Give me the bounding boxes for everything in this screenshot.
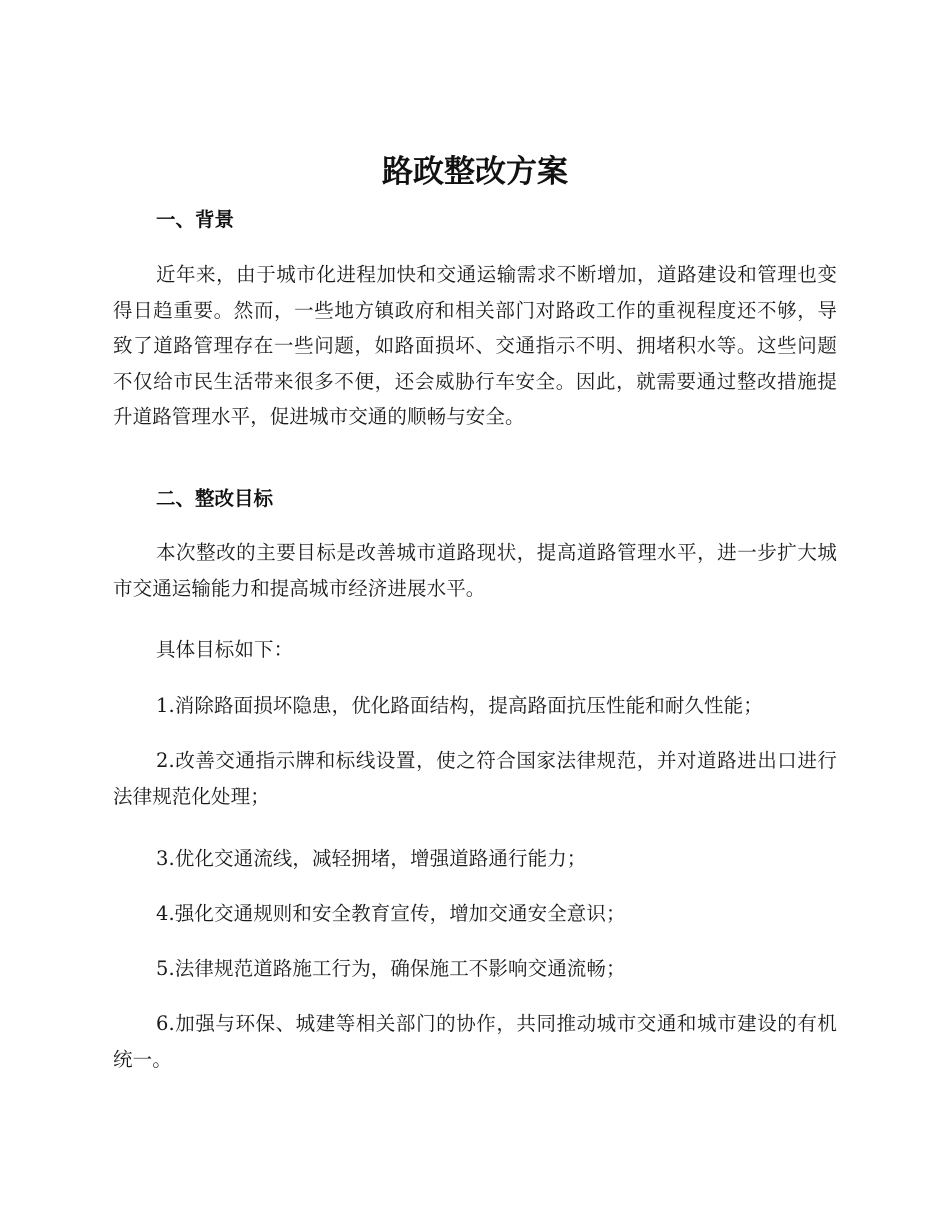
goals-intro-paragraph: 本次整改的主要目标是改善城市道路现状，提高道路管理水平，进一步扩大城市交通运输能力和提高城市经济进展水平。 [113,541,837,600]
goal-item-6: 6.加强与环保、城建等相关部门的协作，共同推动城市交通和城市建设的有机统一。 [113,1012,837,1071]
section-heading-goals: 二、整改目标 [156,487,274,510]
goal-item-1: 1.消除路面损坏隐患，优化路面结构，提高路面抗压性能和耐久性能； [156,694,763,717]
section-heading-background: 一、背景 [156,208,235,231]
background-paragraph: 近年来，由于城市化进程加快和交通运输需求不断增加，道路建设和管理也变得日趋重要。然而，一些地方镇政府和相关部门对路政工作的重视程度还不够，导致了道路管理存在一些问题，如路面损坏、交通指示不明、拥堵积水等。这些问题不仅给市民生活带来很多不便，还会威胁行车安全。因此，就需要通过整改措施提升道路管理水平，促进城市交通的顺畅与安全。 [113,263,837,428]
goals-list-intro: 具体目标如下： [156,638,294,661]
goal-item-4: 4.强化交通规则和安全教育宣传，增加交通安全意识； [156,902,626,925]
goal-item-2: 2.改善交通指示牌和标线设置，使之符合国家法律规范，并对道路进出口进行法律规范化处理； [113,749,837,808]
goal-item-5: 5.法律规范道路施工行为，确保施工不影响交通流畅； [156,957,626,980]
document-title: 路政整改方案 [382,154,568,190]
goal-item-3: 3.优化交通流线，减轻拥堵，增强道路通行能力； [156,847,587,870]
